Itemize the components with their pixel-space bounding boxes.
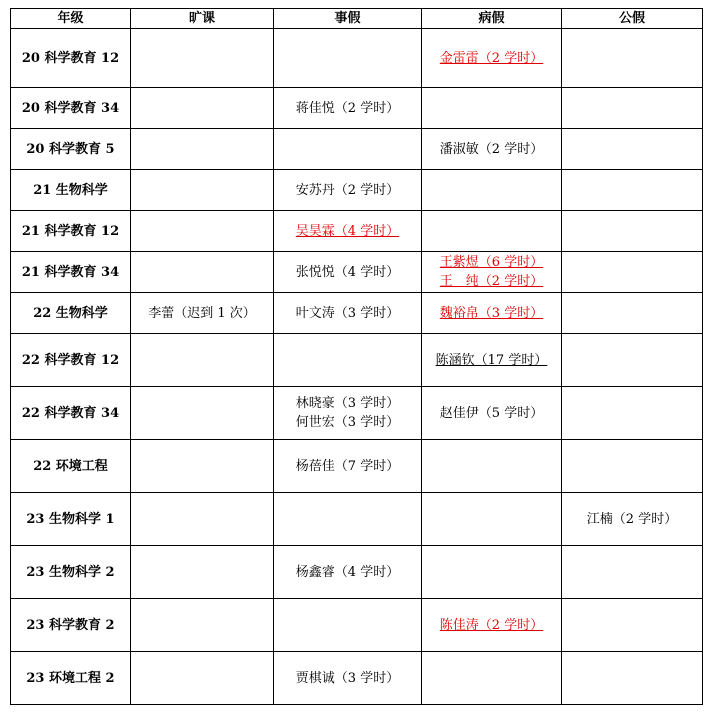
table-row <box>11 546 703 599</box>
official-leave-cell <box>562 387 703 440</box>
grade-cell: 22 生物科学 <box>11 293 131 334</box>
table-row <box>11 129 703 170</box>
grade-cell: 22 科学教育 12 <box>11 334 131 387</box>
personal-leave-cell <box>274 334 422 387</box>
grade-cell: 23 生物科学 2 <box>11 546 131 599</box>
table-row <box>11 29 703 88</box>
student-entry: 何世宏（3 学时） <box>295 415 400 430</box>
sick-leave-cell <box>422 88 562 129</box>
student-entry: 李蕾（迟到 1 次） <box>148 305 256 321</box>
table-row <box>11 170 703 211</box>
official-leave-cell <box>562 334 703 387</box>
personal-leave-cell <box>274 129 422 170</box>
sick-leave-cell <box>422 211 562 252</box>
sick-leave-cell <box>422 129 562 170</box>
table-row <box>11 334 703 387</box>
personal-leave-cell <box>274 493 422 546</box>
student-entry: 吴昊霖（4 学时） <box>295 223 400 239</box>
personal-leave-cell <box>274 252 422 293</box>
truancy-cell <box>131 129 274 170</box>
sick-leave-cell <box>422 387 562 440</box>
table-row <box>11 440 703 493</box>
official-leave-cell <box>562 293 703 334</box>
truancy-cell <box>131 170 274 211</box>
official-leave-cell <box>562 546 703 599</box>
header-grade: 年级 <box>11 9 131 29</box>
student-entry: 张悦悦（4 学时） <box>295 264 400 280</box>
official-leave-cell <box>562 440 703 493</box>
personal-leave-cell <box>274 88 422 129</box>
sick-leave-cell <box>422 440 562 493</box>
table-row <box>11 88 703 129</box>
grade-cell: 23 环境工程 2 <box>11 652 131 705</box>
truancy-cell <box>131 29 274 88</box>
student-entry: 贾棋诚（3 学时） <box>295 670 400 686</box>
sick-leave-cell <box>422 170 562 211</box>
student-entry: 金雷雷（2 学时） <box>439 50 544 66</box>
grade-cell: 22 环境工程 <box>11 440 131 493</box>
table-row <box>11 211 703 252</box>
personal-leave-cell <box>274 29 422 88</box>
table-row <box>11 387 703 440</box>
header-truancy: 旷课 <box>131 9 274 29</box>
personal-leave-cell <box>274 387 422 440</box>
sick-leave-cell <box>422 546 562 599</box>
truancy-cell <box>131 252 274 293</box>
header-sick-leave: 病假 <box>422 9 562 29</box>
table-row <box>11 293 703 334</box>
truancy-cell <box>131 652 274 705</box>
student-entry: 蒋佳悦（2 学时） <box>295 100 400 116</box>
official-leave-cell <box>562 88 703 129</box>
student-entry: 江楠（2 学时） <box>586 511 678 527</box>
student-entry: 王 纯（2 学时） <box>439 274 544 289</box>
student-entry: 王紫煜（6 学时） <box>439 255 544 270</box>
table-row <box>11 252 703 293</box>
official-leave-cell <box>562 129 703 170</box>
header-official-leave: 公假 <box>562 9 703 29</box>
grade-cell: 23 科学教育 2 <box>11 599 131 652</box>
table-row <box>11 493 703 546</box>
grade-cell: 20 科学教育 12 <box>11 29 131 88</box>
official-leave-cell <box>562 493 703 546</box>
grade-cell: 21 科学教育 34 <box>11 252 131 293</box>
personal-leave-cell <box>274 293 422 334</box>
grade-cell: 21 科学教育 12 <box>11 211 131 252</box>
grade-cell: 21 生物科学 <box>11 170 131 211</box>
grade-cell: 23 生物科学 1 <box>11 493 131 546</box>
grade-cell: 20 科学教育 5 <box>11 129 131 170</box>
student-entry: 叶文涛（3 学时） <box>295 305 400 321</box>
header-row <box>11 9 703 29</box>
official-leave-cell <box>562 29 703 88</box>
official-leave-cell <box>562 252 703 293</box>
sick-leave-cell <box>422 334 562 387</box>
truancy-cell <box>131 88 274 129</box>
truancy-cell <box>131 293 274 334</box>
sick-leave-cell <box>422 493 562 546</box>
official-leave-cell <box>562 170 703 211</box>
grade-cell: 20 科学教育 34 <box>11 88 131 129</box>
attendance-table <box>10 8 703 705</box>
personal-leave-cell <box>274 599 422 652</box>
student-entry: 潘淑敏（2 学时） <box>439 141 544 157</box>
student-entry: 林晓豪（3 学时） <box>295 396 400 411</box>
truancy-cell <box>131 211 274 252</box>
header-personal-leave: 事假 <box>274 9 422 29</box>
official-leave-cell <box>562 599 703 652</box>
truancy-cell <box>131 546 274 599</box>
personal-leave-cell <box>274 211 422 252</box>
sick-leave-cell <box>422 29 562 88</box>
student-entry: 杨蓓佳（7 学时） <box>295 458 400 474</box>
sick-leave-cell <box>422 252 562 293</box>
truancy-cell <box>131 387 274 440</box>
personal-leave-cell <box>274 440 422 493</box>
official-leave-cell <box>562 211 703 252</box>
personal-leave-cell <box>274 546 422 599</box>
truancy-cell <box>131 334 274 387</box>
truancy-cell <box>131 599 274 652</box>
grade-cell: 22 科学教育 34 <box>11 387 131 440</box>
sick-leave-cell <box>422 599 562 652</box>
truancy-cell <box>131 493 274 546</box>
student-entry: 杨鑫睿（4 学时） <box>295 564 400 580</box>
sick-leave-cell <box>422 652 562 705</box>
student-entry: 陈涵钦（17 学时） <box>435 352 548 368</box>
student-entry: 安苏丹（2 学时） <box>295 182 400 198</box>
truancy-cell <box>131 440 274 493</box>
table-row <box>11 599 703 652</box>
official-leave-cell <box>562 652 703 705</box>
personal-leave-cell <box>274 170 422 211</box>
student-entry: 赵佳伊（5 学时） <box>439 405 544 421</box>
personal-leave-cell <box>274 652 422 705</box>
sick-leave-cell <box>422 293 562 334</box>
table-row <box>11 652 703 705</box>
student-entry: 魏裕帛（3 学时） <box>439 305 544 321</box>
student-entry: 陈佳涛（2 学时） <box>439 617 544 633</box>
